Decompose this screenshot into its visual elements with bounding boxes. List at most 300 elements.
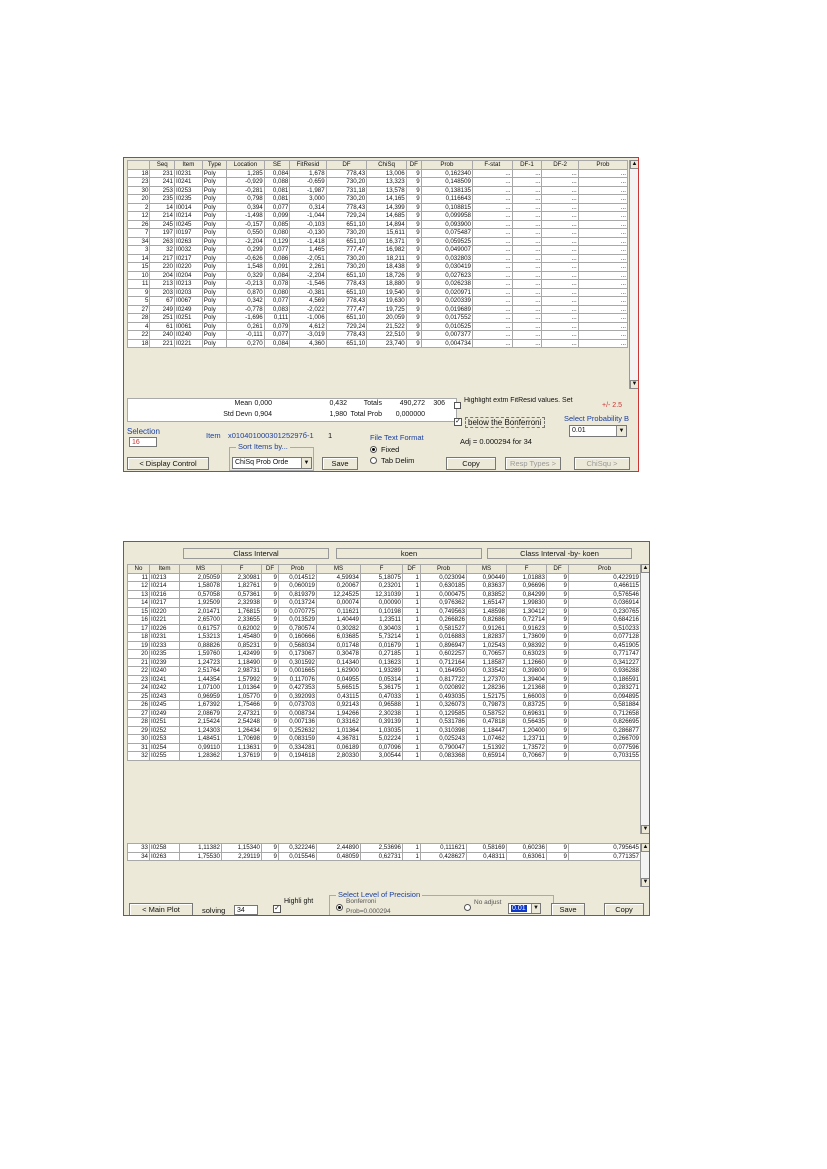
table-cell: 0,427353 bbox=[279, 684, 317, 693]
table-cell: 0,43115 bbox=[317, 692, 361, 701]
table-cell: 0,301592 bbox=[279, 658, 317, 667]
table-cell: 0,032803 bbox=[421, 254, 472, 263]
table-cell: 0,019689 bbox=[421, 305, 472, 314]
table-row[interactable] bbox=[128, 229, 628, 238]
table-cell: I0240 bbox=[150, 667, 180, 676]
table-cell: 9 bbox=[262, 709, 279, 718]
table-cell: ... bbox=[473, 314, 513, 323]
table-cell: 0,57058 bbox=[180, 590, 222, 599]
table-cell: 213 bbox=[150, 280, 175, 289]
table-cell: 1 bbox=[403, 658, 421, 667]
table-row[interactable] bbox=[128, 616, 641, 625]
table-row[interactable] bbox=[128, 331, 628, 340]
table-cell: 1,51392 bbox=[467, 743, 507, 752]
table-cell: 730,20 bbox=[326, 254, 367, 263]
table-row[interactable] bbox=[128, 339, 628, 348]
table-cell: 1 bbox=[403, 582, 421, 591]
table-cell: I0251 bbox=[150, 718, 180, 727]
table-cell: 1,44354 bbox=[180, 675, 222, 684]
table-cell: 4,612 bbox=[290, 322, 326, 331]
table-cell: 7 bbox=[128, 229, 150, 238]
table-cell: 19,725 bbox=[367, 305, 407, 314]
column-header[interactable]: F-stat bbox=[473, 161, 513, 170]
solving-field[interactable]: 34 bbox=[234, 905, 258, 915]
table-cell: I0241 bbox=[174, 178, 202, 187]
table-cell: 0,060019 bbox=[279, 582, 317, 591]
table-row[interactable] bbox=[128, 305, 628, 314]
table-cell: 2,33655 bbox=[222, 616, 262, 625]
table-cell: 11 bbox=[128, 280, 150, 289]
table-cell: 1,62900 bbox=[317, 667, 361, 676]
table-cell: 0,310398 bbox=[421, 726, 467, 735]
table-cell: 0,091 bbox=[264, 263, 290, 272]
table-cell: 0,79873 bbox=[467, 701, 507, 710]
table-row[interactable] bbox=[128, 844, 641, 853]
table-cell: 0,749563 bbox=[421, 607, 467, 616]
table-body bbox=[128, 573, 641, 760]
table-cell: 9 bbox=[547, 726, 569, 735]
table-cell: 9 bbox=[262, 844, 279, 853]
column-header[interactable]: Item bbox=[150, 565, 180, 574]
table-cell: ... bbox=[578, 186, 627, 195]
table-cell: Poly bbox=[202, 339, 227, 348]
table-cell: I0263 bbox=[150, 852, 180, 861]
column-header[interactable]: DF bbox=[403, 565, 421, 574]
resp-types-button[interactable]: Resp Types > bbox=[505, 457, 561, 470]
column-header[interactable]: MS bbox=[180, 565, 222, 574]
table-row[interactable] bbox=[128, 288, 628, 297]
table-cell: 1 bbox=[403, 844, 421, 853]
save-button[interactable]: Save bbox=[322, 457, 358, 470]
table-cell: 1 bbox=[403, 616, 421, 625]
bonferroni-checkbox[interactable]: ✓ bbox=[455, 418, 461, 425]
column-header[interactable]: F bbox=[361, 565, 403, 574]
table-cell: 0,036914 bbox=[569, 599, 641, 608]
column-header[interactable]: MS bbox=[467, 565, 507, 574]
table-cell: 4 bbox=[128, 322, 150, 331]
table-row[interactable] bbox=[128, 280, 628, 289]
column-header[interactable]: DF-2 bbox=[542, 161, 578, 170]
table-row[interactable] bbox=[128, 246, 628, 255]
selection-field[interactable]: 16 bbox=[129, 437, 157, 447]
table-cell: 1,99830 bbox=[507, 599, 547, 608]
select-probability-dropdown[interactable] bbox=[569, 425, 627, 437]
table-cell: 0,712164 bbox=[421, 658, 467, 667]
table-cell: I0221 bbox=[150, 616, 180, 625]
table-cell: 2,01471 bbox=[180, 607, 222, 616]
table-cell: ... bbox=[542, 195, 578, 204]
table-row[interactable] bbox=[128, 675, 641, 684]
table-cell: I0032 bbox=[174, 246, 202, 255]
table-cell: 26 bbox=[128, 701, 150, 710]
chisqu-button[interactable]: ChiSqu > bbox=[574, 457, 630, 470]
table-cell: I0231 bbox=[150, 633, 180, 642]
table-cell: Poly bbox=[202, 186, 227, 195]
table-cell: 18 bbox=[128, 339, 150, 348]
table-cell: ... bbox=[512, 178, 542, 187]
table-cell: -0,157 bbox=[227, 220, 264, 229]
table-cell: 0,96588 bbox=[361, 701, 403, 710]
table-cell: I0235 bbox=[150, 650, 180, 659]
table-cell: ... bbox=[512, 220, 542, 229]
table-cell: 1 bbox=[403, 573, 421, 582]
table-row[interactable] bbox=[128, 641, 641, 650]
table-cell: 9 bbox=[547, 573, 569, 582]
table-row[interactable] bbox=[128, 684, 641, 693]
table-cell: 0,334281 bbox=[279, 743, 317, 752]
table-cell: ... bbox=[473, 237, 513, 246]
column-header[interactable]: DF bbox=[406, 161, 421, 170]
scroll-up-icon[interactable]: ▲ bbox=[642, 565, 649, 571]
column-header[interactable]: Type bbox=[202, 161, 227, 170]
column-header[interactable]: Prob bbox=[421, 565, 467, 574]
table-cell: 9 bbox=[406, 288, 421, 297]
table-cell: 0,322246 bbox=[279, 844, 317, 853]
table-cell: 0,007136 bbox=[279, 718, 317, 727]
table-cell: I0233 bbox=[150, 641, 180, 650]
table-cell: ... bbox=[512, 297, 542, 306]
table-cell: 1,26434 bbox=[222, 726, 262, 735]
column-header[interactable]: MS bbox=[317, 565, 361, 574]
table-row[interactable] bbox=[128, 263, 628, 272]
table-row[interactable] bbox=[128, 599, 641, 608]
table-cell: 1,11382 bbox=[180, 844, 222, 853]
selection-label: Selection bbox=[127, 427, 160, 436]
table-cell: 1,23711 bbox=[507, 735, 547, 744]
column-header[interactable]: Prob bbox=[569, 565, 641, 574]
table-cell: 2,54248 bbox=[222, 718, 262, 727]
table-row[interactable] bbox=[128, 607, 641, 616]
table-cell: 651,10 bbox=[326, 237, 367, 246]
no-adjust-radio[interactable] bbox=[464, 904, 471, 911]
scroll-down-icon[interactable]: ▼ bbox=[642, 879, 649, 885]
table-cell: Poly bbox=[202, 203, 227, 212]
table-cell: 14 bbox=[128, 599, 150, 608]
table-cell: 9 bbox=[547, 607, 569, 616]
table-cell: 245 bbox=[150, 220, 175, 229]
table-cell: 0,164950 bbox=[421, 667, 467, 676]
table-cell: ... bbox=[473, 220, 513, 229]
table-cell: ... bbox=[473, 280, 513, 289]
table-cell: 0,020971 bbox=[421, 288, 472, 297]
group-class-interval-by-koen: Class Interval -by- koen bbox=[487, 548, 632, 559]
totals-chisq: 490,272 bbox=[399, 400, 425, 407]
table-cell: 9 bbox=[262, 573, 279, 582]
adj-text: Adj = 0.000294 for 34 bbox=[460, 437, 532, 446]
select-probability-label: Select Probability B bbox=[564, 414, 630, 423]
table-cell: 2,53696 bbox=[361, 844, 403, 853]
table-cell: 1,93289 bbox=[361, 667, 403, 676]
table-cell: ... bbox=[578, 280, 627, 289]
scroll-up-icon[interactable]: ▲ bbox=[631, 161, 638, 167]
table-cell: 1,28236 bbox=[467, 684, 507, 693]
table-cell: 4,59934 bbox=[317, 573, 361, 582]
table-cell: 0,078 bbox=[264, 280, 290, 289]
table-cell: 15,611 bbox=[367, 229, 407, 238]
table-row[interactable] bbox=[128, 743, 641, 752]
table-cell: 1,01883 bbox=[507, 573, 547, 582]
table-cell: 9 bbox=[262, 624, 279, 633]
table-row[interactable] bbox=[128, 692, 641, 701]
column-header[interactable]: FitResid bbox=[290, 161, 326, 170]
table-cell: 9 bbox=[547, 624, 569, 633]
vertical-scrollbar[interactable] bbox=[640, 564, 650, 834]
scroll-up-icon[interactable]: ▲ bbox=[642, 844, 649, 850]
table-row[interactable] bbox=[128, 178, 628, 187]
vertical-scrollbar-lower[interactable] bbox=[640, 843, 650, 887]
table-row[interactable] bbox=[128, 633, 641, 642]
table-cell: I0213 bbox=[174, 280, 202, 289]
table-cell: 13,578 bbox=[367, 186, 407, 195]
table-cell: 2,08679 bbox=[180, 709, 222, 718]
table-cell: I0061 bbox=[174, 322, 202, 331]
table-cell: ... bbox=[578, 220, 627, 229]
table-cell: ... bbox=[542, 178, 578, 187]
table-cell: ... bbox=[542, 305, 578, 314]
column-header[interactable]: F bbox=[507, 565, 547, 574]
table-cell: I0239 bbox=[150, 658, 180, 667]
table-cell: 1,465 bbox=[290, 246, 326, 255]
table-cell: 6,03685 bbox=[317, 633, 361, 642]
table-cell: 0,63023 bbox=[507, 650, 547, 659]
scroll-down-icon[interactable]: ▼ bbox=[631, 381, 638, 387]
table-cell: Poly bbox=[202, 297, 227, 306]
table-cell: 0,96696 bbox=[507, 582, 547, 591]
column-header[interactable]: Item bbox=[174, 161, 202, 170]
table-cell: -0,659 bbox=[290, 178, 326, 187]
table-cell: 0,684216 bbox=[569, 616, 641, 625]
table-cell: ... bbox=[578, 297, 627, 306]
column-header[interactable]: DF bbox=[326, 161, 367, 170]
table-row[interactable] bbox=[128, 590, 641, 599]
copy-button[interactable]: Copy bbox=[446, 457, 496, 470]
table-row[interactable] bbox=[128, 701, 641, 710]
table-cell: 34 bbox=[128, 852, 150, 861]
table-cell: 1,65147 bbox=[467, 599, 507, 608]
table-cell: ... bbox=[473, 297, 513, 306]
table-cell: 9 bbox=[547, 743, 569, 752]
table-row[interactable] bbox=[128, 169, 628, 178]
table-cell: ... bbox=[542, 263, 578, 272]
table-cell: ... bbox=[512, 305, 542, 314]
column-header[interactable]: Seq bbox=[150, 161, 175, 170]
table-cell: I0258 bbox=[150, 844, 180, 853]
vertical-scrollbar[interactable] bbox=[629, 160, 639, 389]
table-cell: 23,740 bbox=[367, 339, 407, 348]
column-header[interactable]: No bbox=[128, 565, 150, 574]
table-cell: 13 bbox=[128, 590, 150, 599]
table-row[interactable] bbox=[128, 314, 628, 323]
table-cell: 1 bbox=[403, 852, 421, 861]
table-cell: 0,11621 bbox=[317, 607, 361, 616]
table-cell: ... bbox=[578, 263, 627, 272]
table-row[interactable] bbox=[128, 667, 641, 676]
table-cell: 3 bbox=[128, 246, 150, 255]
column-header[interactable]: ChiSq bbox=[367, 161, 407, 170]
table-row[interactable] bbox=[128, 650, 641, 659]
table-cell: 777,47 bbox=[326, 305, 367, 314]
table-cell: 1 bbox=[403, 718, 421, 727]
column-header[interactable]: F bbox=[222, 565, 262, 574]
table-cell: 0,080 bbox=[264, 229, 290, 238]
table-cell: 0,077 bbox=[264, 331, 290, 340]
table-cell: I0241 bbox=[150, 675, 180, 684]
sort-items-dropdown[interactable]: ChiSq Prob Orde ▼ bbox=[232, 457, 312, 469]
table-row[interactable] bbox=[128, 658, 641, 667]
table-cell: 0,57361 bbox=[222, 590, 262, 599]
table-cell: ... bbox=[542, 297, 578, 306]
table-cell: -1,498 bbox=[227, 212, 264, 221]
table-cell: 0,90449 bbox=[467, 573, 507, 582]
table-row[interactable] bbox=[128, 752, 641, 761]
column-header[interactable]: Location bbox=[227, 161, 264, 170]
table-cell: 0,129 bbox=[264, 237, 290, 246]
table-row[interactable] bbox=[128, 212, 628, 221]
tab-delim-radio[interactable] bbox=[370, 457, 377, 464]
column-header[interactable]: DF bbox=[547, 565, 569, 574]
table-cell: 0,817722 bbox=[421, 675, 467, 684]
table-row[interactable] bbox=[128, 203, 628, 212]
copy-button[interactable]: Copy bbox=[604, 903, 644, 916]
no-adjust-label: No adjust bbox=[474, 899, 502, 906]
table-cell: ... bbox=[542, 237, 578, 246]
table-cell: 9 bbox=[262, 684, 279, 693]
table-cell: 0,020339 bbox=[421, 297, 472, 306]
table-cell: 4,360 bbox=[290, 339, 326, 348]
item-fit-table bbox=[127, 160, 628, 348]
table-row[interactable] bbox=[128, 271, 628, 280]
table-cell: ... bbox=[542, 254, 578, 263]
table-cell: Poly bbox=[202, 331, 227, 340]
table-cell: 0,099958 bbox=[421, 212, 472, 221]
table-cell: 0,027623 bbox=[421, 271, 472, 280]
table-cell: ... bbox=[542, 331, 578, 340]
table-cell: 0,33542 bbox=[467, 667, 507, 676]
table-cell: 1,07100 bbox=[180, 684, 222, 693]
table-cell: 0,83637 bbox=[467, 582, 507, 591]
table-row[interactable] bbox=[128, 573, 641, 582]
fixed-radio[interactable] bbox=[370, 446, 377, 453]
table-cell: I0252 bbox=[150, 726, 180, 735]
table-row[interactable] bbox=[128, 852, 641, 861]
column-header[interactable]: Prob bbox=[421, 161, 472, 170]
mean-location: 0,000 bbox=[254, 400, 272, 407]
highlight-checkbox[interactable] bbox=[454, 402, 461, 409]
display-control-button[interactable]: < Display Control bbox=[127, 457, 209, 470]
table-cell: 9 bbox=[406, 280, 421, 289]
table-cell: 241 bbox=[150, 178, 175, 187]
table-row[interactable] bbox=[128, 709, 641, 718]
highlight-checkbox[interactable]: ✓ bbox=[274, 905, 280, 912]
table-cell: ... bbox=[578, 195, 627, 204]
table-cell: 14 bbox=[150, 203, 175, 212]
table-cell: 16,982 bbox=[367, 246, 407, 255]
precision-dropdown[interactable] bbox=[508, 903, 541, 914]
column-header[interactable]: Prob bbox=[578, 161, 627, 170]
table-cell: 0,63061 bbox=[507, 852, 547, 861]
main-plot-button[interactable]: < Main Plot bbox=[129, 903, 193, 916]
table-row[interactable] bbox=[128, 254, 628, 263]
table-cell: ... bbox=[512, 246, 542, 255]
precision-label: Select Level of Precision bbox=[338, 890, 421, 899]
table-cell: 9 bbox=[547, 844, 569, 853]
table-cell: ... bbox=[473, 178, 513, 187]
table-cell: 18 bbox=[128, 169, 150, 178]
table-row[interactable] bbox=[128, 186, 628, 195]
table-cell: 1 bbox=[403, 709, 421, 718]
table-row[interactable] bbox=[128, 718, 641, 727]
table-cell: 0,010525 bbox=[421, 322, 472, 331]
table-cell: 9 bbox=[406, 246, 421, 255]
table-cell: 16 bbox=[128, 616, 150, 625]
bonferroni-label: below the Bonferroni bbox=[465, 417, 545, 428]
item-label: Item bbox=[206, 431, 221, 440]
table-cell: I0255 bbox=[150, 752, 180, 761]
table-body bbox=[128, 169, 628, 348]
table-cell: I0217 bbox=[174, 254, 202, 263]
table-cell: 1,23511 bbox=[361, 616, 403, 625]
table-row[interactable] bbox=[128, 735, 641, 744]
save-button[interactable]: Save bbox=[551, 903, 585, 916]
table-cell: 1,48451 bbox=[180, 735, 222, 744]
table-cell: 23 bbox=[128, 178, 150, 187]
table-cell: ... bbox=[542, 186, 578, 195]
table-row[interactable] bbox=[128, 297, 628, 306]
table-cell: -2,204 bbox=[290, 271, 326, 280]
table-cell: 0,026238 bbox=[421, 280, 472, 289]
scroll-down-icon[interactable]: ▼ bbox=[642, 826, 649, 832]
table-row[interactable] bbox=[128, 582, 641, 591]
table-cell: 0,85231 bbox=[222, 641, 262, 650]
table-cell: 9 bbox=[406, 203, 421, 212]
table-cell: 0,329 bbox=[227, 271, 264, 280]
column-header[interactable]: DF-1 bbox=[512, 161, 542, 170]
table-cell: 0,00090 bbox=[361, 599, 403, 608]
table-cell: 0,081 bbox=[264, 186, 290, 195]
table-cell: 9 bbox=[547, 641, 569, 650]
table-row[interactable] bbox=[128, 195, 628, 204]
table-row[interactable] bbox=[128, 624, 641, 633]
table-row[interactable] bbox=[128, 322, 628, 331]
table-cell: 1 bbox=[403, 607, 421, 616]
table-cell: 1,75466 bbox=[222, 701, 262, 710]
column-header[interactable]: SE bbox=[264, 161, 290, 170]
table-cell: ... bbox=[542, 229, 578, 238]
table-row[interactable] bbox=[128, 220, 628, 229]
table-cell: 0,270 bbox=[227, 339, 264, 348]
table-cell: ... bbox=[512, 195, 542, 204]
table-cell: 730,20 bbox=[326, 195, 367, 204]
table-cell: 0,077128 bbox=[569, 633, 641, 642]
table-cell: 1 bbox=[403, 590, 421, 599]
table-cell: 1 bbox=[403, 684, 421, 693]
bonferroni-radio[interactable] bbox=[336, 904, 343, 911]
table-row[interactable] bbox=[128, 726, 641, 735]
table-cell: 0,077 bbox=[264, 297, 290, 306]
table-cell: 0,91623 bbox=[507, 624, 547, 633]
table-cell: 1,20400 bbox=[507, 726, 547, 735]
column-header[interactable]: Prob bbox=[279, 565, 317, 574]
table-cell: 20,059 bbox=[367, 314, 407, 323]
column-header[interactable]: DF bbox=[262, 565, 279, 574]
table-cell: 1 bbox=[403, 692, 421, 701]
table-row[interactable] bbox=[128, 237, 628, 246]
table-cell: 0,70667 bbox=[507, 752, 547, 761]
table-cell: 24 bbox=[128, 684, 150, 693]
table-cell: 9 bbox=[547, 599, 569, 608]
table-cell: 2,15424 bbox=[180, 718, 222, 727]
table-cell: 0,059525 bbox=[421, 237, 472, 246]
